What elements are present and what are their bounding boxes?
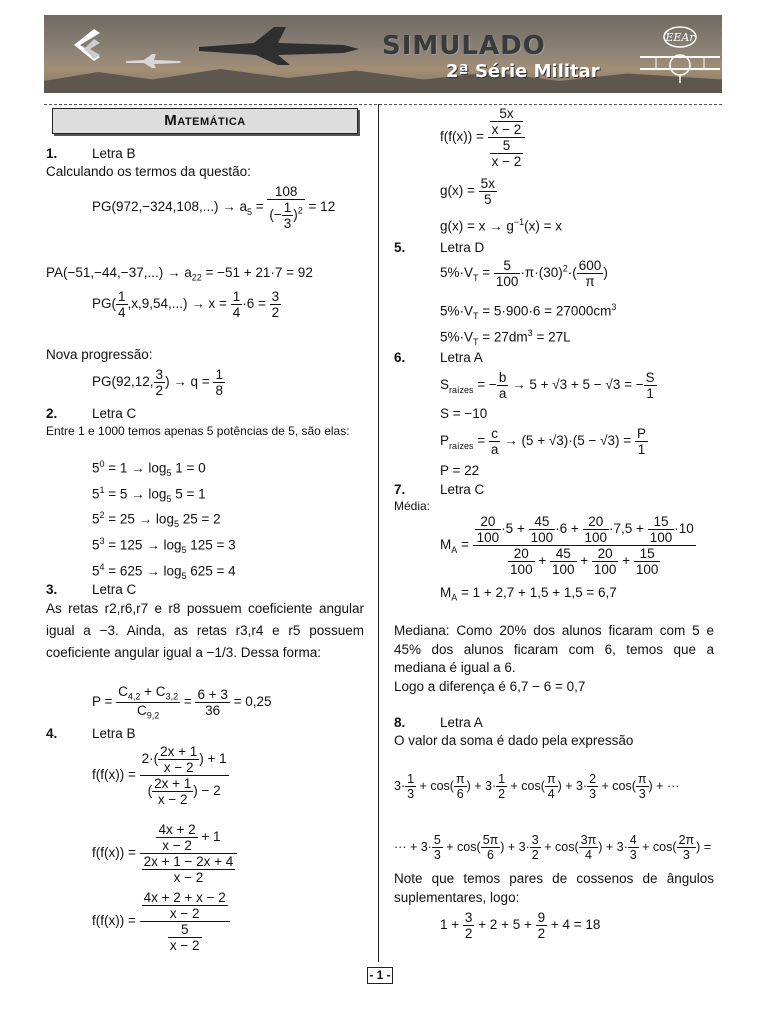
small-jet-icon [124, 53, 184, 69]
question-3-header: 3. Letra C [46, 582, 137, 597]
column-divider [378, 104, 379, 962]
q2-eq-4: $5^3 = 125 \to \log_5 125 = 3$ [92, 536, 236, 556]
q8-sum-line-1: 3· $\frac{1}{3}$ + cos( $\frac{\pi}{6}$ ) + 3· $\frac{1}{2}$ + cos( $\frac{\pi}{4}$ ) + 3· $\frac{2}{3}$ + cos( $\frac{\pi}{3}$ ) + ··· [394, 772, 680, 801]
header-banner [44, 15, 722, 93]
question-5-header: 5. Letra D [394, 240, 485, 255]
q6-eq-1: $S_{raízes}$ = − $\frac{b}{a}$ → 5 + √3 + 5 − √3 = − $\frac{S}{1}$ [440, 370, 655, 401]
q7-media-label: Média: [394, 499, 431, 513]
q7-mediana: Mediana: Como 20% dos alunos ficaram com 5 e 45% dos alunos ficaram com 6, temos que a mediana é igual a 6. [394, 623, 714, 675]
q1-nova: Nova progressão: [46, 347, 153, 362]
brand-logo-icon [74, 29, 100, 67]
q1-pg-formula: $PG(972,-324,108,...) \to a_5$ = 108 (− $\frac{1}{3}$ )$^2$ = 12 [92, 184, 336, 231]
q2-eq-2: $5^1 = 5 \to \log_5 5 = 1$ [92, 485, 206, 505]
svg-text:EEAr: EEAr [665, 31, 695, 44]
q1-intro: Calculando os termos da questão: [46, 164, 251, 179]
q5-eq-1: $5\%\cdot V_T$ = $\frac{5}{100}$ $\cdot\pi\cdot(30)^2\cdot$( $\frac{600}{\pi}$ ) [440, 258, 608, 289]
q7-eq-1: $M_A$ = $\frac{20}{100}$ ·5 + $\frac{45}{100}$ ·6 + $\frac{20}{100}$ ·7,5 + $\frac{15}{100}$ ·10 $\frac{20}{100}$ + $\frac{45}{100}$ + $\frac{20}{100}$ + $\frac{15}{100}$ [440, 514, 694, 577]
banner-subtitle: 2ª Série Militar [446, 61, 600, 82]
question-2-header: 2. Letra C [46, 406, 137, 421]
q7-eq-2: $M_A = 1 + 2,7 + 1,5 + 1,5 = 6,7$ [440, 585, 617, 603]
q6-eq-4: P = 22 [440, 463, 480, 478]
q1-pa-formula: $PA(-51,-44,-37,...) \to a_{22} = -51 + 21\cdot 7 = 92$ [46, 265, 313, 283]
q2-eq-5: $5^4 = 625 \to \log_5 625 = 4$ [92, 562, 236, 582]
q4-eq-6: $g(x) = x \to g^{-1}(x) = x$ [440, 217, 563, 234]
page-number: - 1 - [367, 967, 393, 984]
question-8-header: 8. Letra A [394, 715, 483, 730]
q8-result: 1 + $\frac{3}{2}$ + 2 + 5 + $\frac{9}{2}$ + 4 = 18 [440, 910, 601, 941]
q5-eq-3: $5\%\cdot V_T = 27dm^3 = 27L$ [440, 328, 571, 348]
q4-eq-1: f(f(x)) = 2·( $\frac{2x + 1}{x - 2}$ ) + 1 ( $\frac{2x + 1}{x - 2}$ ) − 2 [92, 744, 227, 807]
q5-eq-2: $5\%\cdot V_T = 5\cdot 900\cdot 6 = 27000cm^3$ [440, 302, 617, 322]
q3-text: As retas r2,r6,r7 e r8 possuem coeficiente angular igual a −3. Ainda, as retas r3,r4 e r5 possuem coeficiente angular igual a −1/3. Dessa forma: [46, 601, 364, 660]
q1-pg2-formula: PG( $\frac{1}{4}$ ,x,9,54,...) → x = $\frac{1}{4}$ ·6 = $\frac{3}{2}$ [92, 289, 280, 320]
question-7-header: 7. Letra C [394, 482, 485, 497]
question-1-header: 1. Letra B [46, 146, 136, 161]
question-4-header: 4. Letra B [46, 726, 136, 741]
q4-eq-3: f(f(x)) = $\frac{\frac{4x + 2 + x - 2}{x - 2}}{\frac{5}{x - 2}}$ [92, 890, 230, 953]
q7-diferenca: Logo a diferença é 6,7 − 6 = 0,7 [394, 679, 586, 694]
q1-nova-formula: PG(92,12, $\frac{3}{2}$ ) → q = $\frac{1}{8}$ [92, 367, 223, 398]
section-title: Matemática [52, 108, 358, 134]
q2-eq-1: $5^0 = 1 \to \log_5 1 = 0$ [92, 459, 206, 479]
q2-eq-3: $5^2 = 25 \to \log_5 25 = 2$ [92, 510, 221, 530]
q6-eq-3: $P_{raízes}$ = $\frac{c}{a}$ → (5 + √3)·(5 − √3) = $\frac{P}{1}$ [440, 426, 646, 457]
banner-title: SIMULADO [382, 31, 546, 61]
eear-logo-icon [636, 23, 722, 87]
q4-eq-5: g(x) = $\frac{5x}{5}$ [440, 176, 495, 207]
q4-eq-4: f(f(x)) = $\frac{\frac{5x}{x - 2}}{\frac{5}{x - 2}}$ [440, 106, 525, 169]
header-divider [44, 104, 722, 105]
q8-note: Note que temos pares de cossenos de ângulos suplementares, logo: [394, 871, 714, 905]
fighter-jet-icon [194, 25, 364, 65]
q8-sum-line-2: ··· + 3· $\frac{5}{3}$ + cos( $\frac{5\pi}{6}$ ) + 3· $\frac{3}{2}$ + cos( $\frac{3\pi}{4}$ ) + 3· $\frac{4}{3}$ + cos( $\frac{2\pi}{3}$ ) = [394, 833, 712, 862]
q6-eq-2: S = −10 [440, 406, 488, 421]
q4-eq-2: f(f(x)) = $\frac{4x + 2}{x - 2}$ + 1 $\frac{2x + 1 - 2x + 4}{x - 2}$ [92, 822, 237, 885]
question-6-header: 6. Letra A [394, 350, 483, 365]
q2-text: Entre 1 e 1000 temos apenas 5 potências de 5, são elas: [46, 424, 350, 438]
q8-text: O valor da soma é dado pela expressão [394, 733, 634, 748]
q3-formula: P = $\frac{C_{4,2} + C_{3,2}}{C_{9,2}}$ = $\frac{6 + 3}{36}$ = 0,25 [92, 684, 272, 721]
